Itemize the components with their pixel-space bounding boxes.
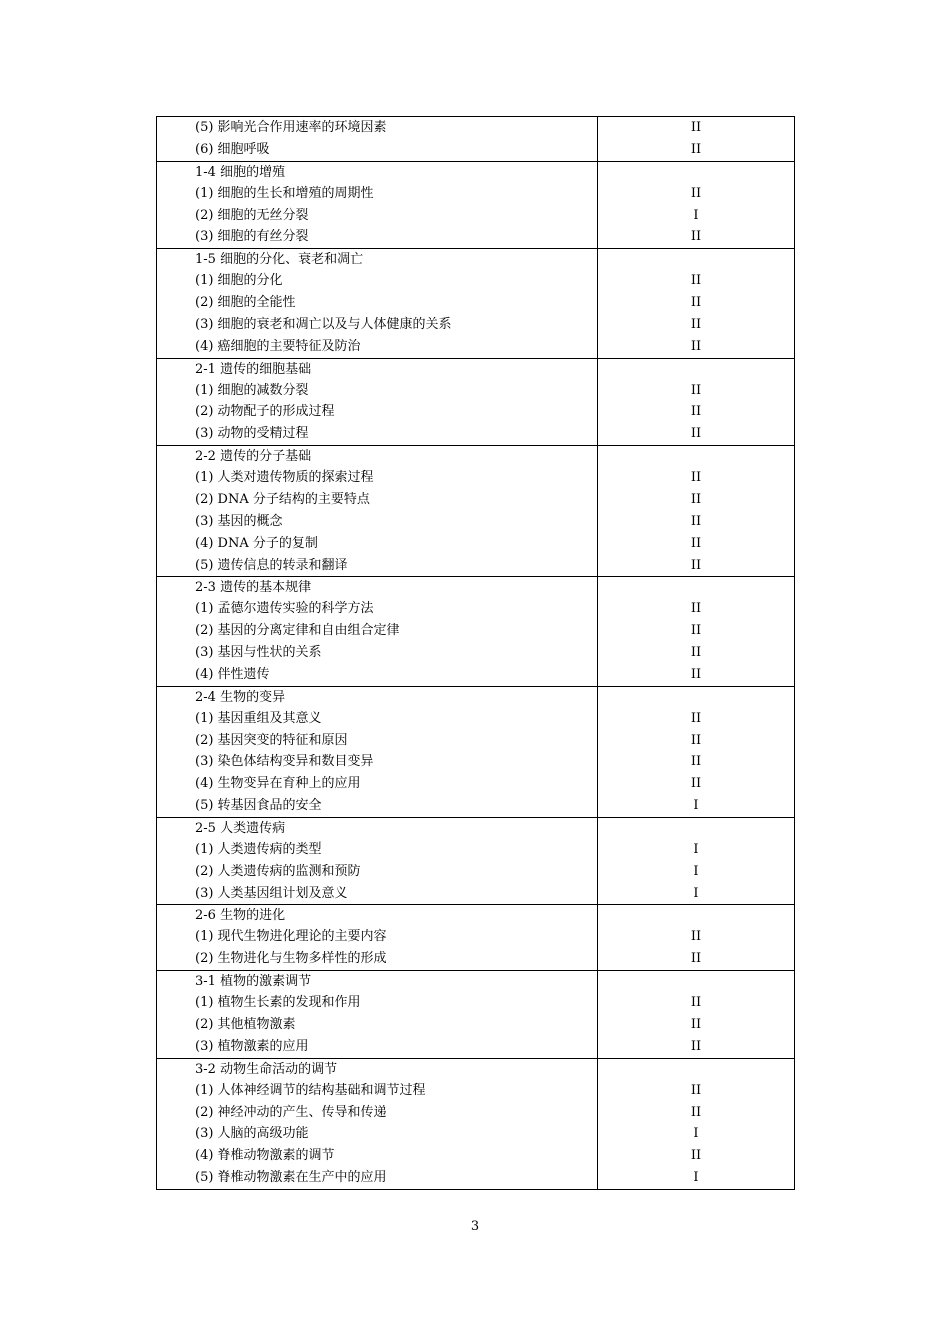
section-group: [157, 117, 795, 162]
level-list-cell: [598, 183, 795, 249]
item-label: (4) 伴性遗传: [195, 666, 270, 682]
item-label: (3) 人类基因组计划及意义: [195, 885, 348, 901]
section-title: 2-5 人类遗传病: [157, 817, 598, 839]
item-level: II: [690, 273, 702, 289]
item-label: (2) 细胞的全能性: [195, 295, 296, 311]
item-label: (2) 动物配子的形成过程: [195, 404, 335, 420]
item-label: (3) 动物的受精过程: [195, 426, 309, 442]
item-label: (3) 人脑的高级功能: [195, 1126, 309, 1142]
items-row: [157, 598, 795, 686]
level-list-cell: [598, 380, 795, 446]
section-group: [157, 971, 795, 1059]
level-list-cell: [598, 598, 795, 686]
item-label: (4) DNA 分子的复制: [195, 535, 318, 551]
section-title: 3-1 植物的激素调节: [157, 971, 598, 993]
section-heading-row: [157, 161, 795, 183]
section-level-cell: [598, 161, 795, 183]
item-level: II: [690, 929, 702, 945]
item-list-cell: [157, 598, 598, 686]
section-group: [157, 446, 795, 577]
item-level: II: [690, 951, 702, 967]
section-heading-row: [157, 249, 795, 271]
items-row: [157, 270, 795, 358]
item-label: (4) 癌细胞的主要特征及防治: [195, 338, 361, 354]
section-level-cell: [598, 1058, 795, 1080]
item-list-cell: [157, 926, 598, 970]
item-level: II: [690, 776, 702, 792]
level-list-cell: [598, 839, 795, 905]
item-label: (2) 基因的分离定律和自由组合定律: [195, 623, 400, 639]
item-list-cell: [157, 183, 598, 249]
items-row: [157, 839, 795, 905]
item-list-cell: [157, 839, 598, 905]
section-title: 2-3 遗传的基本规律: [157, 577, 598, 599]
item-label: (5) 转基因食品的安全: [195, 798, 322, 814]
item-level: I: [693, 863, 699, 879]
item-label: (2) 其他植物激素: [195, 1017, 296, 1032]
section-title: 2-2 遗传的分子基础: [157, 446, 598, 468]
item-label: (2) 基因突变的特征和原因: [195, 732, 348, 748]
item-level: II: [690, 1038, 702, 1054]
section-heading-row: [157, 971, 795, 993]
item-list-cell: [157, 467, 598, 577]
level-list-cell: [598, 708, 795, 818]
section-heading-row: [157, 1058, 795, 1080]
section-title: 3-2 动物生命活动的调节: [157, 1058, 598, 1080]
item-label: (1) 人类遗传病的类型: [195, 841, 322, 857]
items-row: [157, 1080, 795, 1190]
items-row: [157, 926, 795, 970]
items-row: [157, 992, 795, 1058]
item-level: II: [690, 426, 702, 442]
item-label: (6) 细胞呼吸: [195, 141, 270, 157]
section-heading-row: [157, 577, 795, 599]
item-level: II: [690, 316, 702, 332]
item-label: (1) 人体神经调节的结构基础和调节过程: [195, 1082, 426, 1098]
section-level-cell: [598, 249, 795, 271]
item-level: II: [690, 141, 702, 157]
section-group: [157, 358, 795, 446]
item-level: II: [690, 710, 702, 726]
item-label: (3) 染色体结构变异和数目变异: [195, 754, 374, 770]
item-level: II: [690, 557, 702, 573]
items-row: [157, 117, 795, 162]
section-group: [157, 577, 795, 686]
section-title: 2-1 遗传的细胞基础: [157, 358, 598, 380]
items-row: [157, 708, 795, 818]
item-label: (5) 遗传信息的转录和翻译: [195, 557, 348, 573]
item-level: II: [690, 666, 702, 682]
section-group: [157, 905, 795, 971]
item-level: II: [690, 645, 702, 661]
item-level: I: [693, 1126, 699, 1142]
item-level: I: [693, 1170, 699, 1186]
item-level: II: [690, 1082, 702, 1098]
item-label: (2) 细胞的无丝分裂: [195, 207, 309, 223]
section-heading-row: [157, 686, 795, 708]
item-level: II: [690, 185, 702, 201]
item-label: (2) 神经冲动的产生、传导和传递: [195, 1104, 387, 1120]
item-level: II: [690, 338, 702, 354]
item-label: (3) 基因与性状的关系: [195, 645, 322, 661]
section-group: [157, 1058, 795, 1189]
item-list-cell: [157, 1080, 598, 1190]
item-level: II: [690, 382, 702, 398]
item-label: (3) 细胞的衰老和凋亡以及与人体健康的关系: [195, 316, 452, 332]
items-row: [157, 380, 795, 446]
item-label: (1) 现代生物进化理论的主要内容: [195, 929, 387, 945]
level-list-cell: [598, 992, 795, 1058]
item-label: (1) 基因重组及其意义: [195, 710, 322, 726]
item-list-cell: [157, 992, 598, 1058]
item-level: II: [690, 120, 702, 135]
item-label: (1) 细胞的生长和增殖的周期性: [195, 185, 374, 201]
section-heading-row: [157, 358, 795, 380]
section-title: 1-5 细胞的分化、衰老和凋亡: [157, 249, 598, 271]
section-group: [157, 161, 795, 249]
item-label: (5) 影响光合作用速率的环境因素: [195, 120, 387, 135]
level-list-cell: [598, 467, 795, 577]
item-label: (2) DNA 分子结构的主要特点: [195, 491, 370, 507]
section-level-cell: [598, 577, 795, 599]
item-level: II: [690, 1017, 702, 1032]
item-label: (1) 人类对遗传物质的探索过程: [195, 470, 374, 486]
section-level-cell: [598, 446, 795, 468]
level-list-cell: [598, 270, 795, 358]
item-list-cell: [157, 117, 598, 162]
item-label: (4) 脊椎动物激素的调节: [195, 1148, 335, 1164]
item-level: II: [690, 1104, 702, 1120]
section-heading-row: [157, 446, 795, 468]
item-level: II: [690, 295, 702, 311]
item-label: (3) 基因的概念: [195, 513, 283, 529]
section-level-cell: [598, 686, 795, 708]
item-level: I: [693, 841, 699, 857]
section-level-cell: [598, 817, 795, 839]
item-label: (1) 细胞的减数分裂: [195, 382, 309, 398]
item-level: II: [690, 754, 702, 770]
items-row: [157, 467, 795, 577]
section-heading-row: [157, 817, 795, 839]
section-title: 2-4 生物的变异: [157, 686, 598, 708]
item-label: (5) 脊椎动物激素在生产中的应用: [195, 1170, 387, 1186]
item-label: (3) 植物激素的应用: [195, 1038, 309, 1054]
item-level: II: [690, 404, 702, 420]
item-level: II: [690, 995, 702, 1011]
item-label: (2) 人类遗传病的监测和预防: [195, 863, 361, 879]
section-title: 2-6 生物的进化: [157, 905, 598, 927]
section-level-cell: [598, 358, 795, 380]
items-row: [157, 183, 795, 249]
item-level: II: [690, 1148, 702, 1164]
item-list-cell: [157, 380, 598, 446]
level-list-cell: [598, 926, 795, 970]
item-level: II: [690, 623, 702, 639]
item-label: (1) 细胞的分化: [195, 273, 283, 289]
level-list-cell: [598, 117, 795, 162]
item-label: (4) 生物变异在育种上的应用: [195, 776, 361, 792]
item-list-cell: [157, 270, 598, 358]
item-level: II: [690, 470, 702, 486]
item-label: (2) 生物进化与生物多样性的形成: [195, 951, 387, 967]
item-level: II: [690, 229, 702, 245]
section-group: [157, 249, 795, 358]
page-number: 3: [470, 1219, 480, 1234]
level-list-cell: [598, 1080, 795, 1190]
item-level: I: [693, 207, 699, 223]
section-level-cell: [598, 905, 795, 927]
item-label: (1) 植物生长素的发现和作用: [195, 995, 361, 1011]
section-level-cell: [598, 971, 795, 993]
item-level: I: [693, 885, 699, 901]
item-level: II: [690, 601, 702, 617]
item-label: (1) 孟德尔遗传实验的科学方法: [195, 601, 374, 617]
requirements-table: [156, 116, 795, 1190]
item-level: II: [690, 491, 702, 507]
item-label: (3) 细胞的有丝分裂: [195, 229, 309, 245]
item-list-cell: [157, 708, 598, 818]
item-level: I: [693, 798, 699, 814]
section-heading-row: [157, 905, 795, 927]
item-level: II: [690, 535, 702, 551]
section-title: 1-4 细胞的增殖: [157, 161, 598, 183]
section-group: [157, 686, 795, 817]
section-group: [157, 817, 795, 905]
item-level: II: [690, 732, 702, 748]
item-level: II: [690, 513, 702, 529]
